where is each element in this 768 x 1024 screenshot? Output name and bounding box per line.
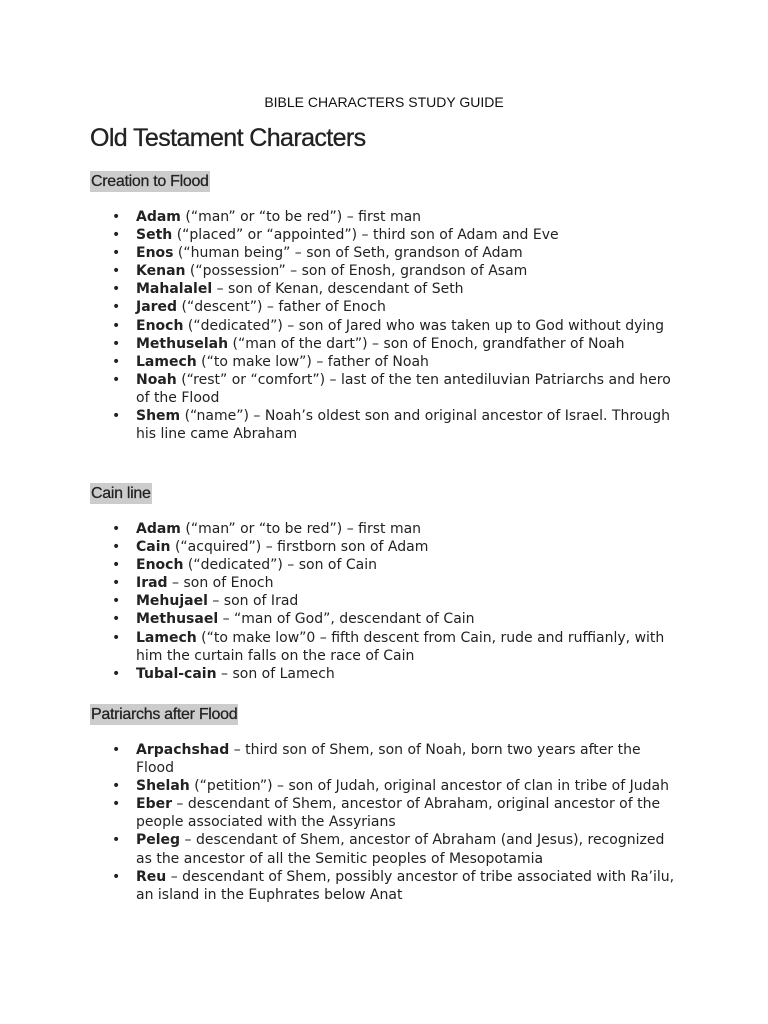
character-description: – third son of Shem, son of Noah, born two years after the Flood [136, 742, 641, 777]
character-name: Peleg [136, 832, 181, 849]
list-item [136, 226, 681, 244]
list-item [136, 335, 681, 353]
list-item [136, 371, 681, 407]
character-name: Lamech [136, 629, 197, 646]
character-name: Reu [136, 868, 167, 885]
character-description: (“man of the dart”) – son of Enoch, grandfather of Noah [228, 335, 625, 352]
character-description: – descendant of Shem, possibly ancestor of tribe associated with Ra’ilu, an island in the Euphrates below Anat [136, 868, 675, 903]
list-item [136, 777, 681, 795]
list-item [136, 831, 681, 867]
character-name: Methusael [136, 611, 219, 628]
character-description: (“placed” or “appointed”) – third son of Adam and Eve [172, 227, 559, 244]
character-name: Shelah [136, 778, 190, 795]
list-item [136, 208, 681, 226]
list-item [136, 574, 681, 592]
list-item [136, 538, 681, 556]
character-description: (“man” or “to be red”) – first man [180, 209, 422, 225]
section-heading: Patriarchs after Flood [91, 706, 238, 723]
character-description: (“to make low”) – father of Noah [196, 353, 429, 370]
character-description: (“to make low”0 – fifth descent from Cain, rude and ruffianly, with him the curtain falls on the race of Cain [136, 629, 665, 664]
list-item [136, 741, 681, 777]
document-title: BIBLE CHARACTERS STUDY GUIDE [264, 94, 504, 110]
character-description: – “man of God”, descendant of Cain [218, 611, 475, 628]
character-name: Adam [136, 521, 181, 537]
page-heading: Old Testament Characters [90, 124, 366, 152]
list-item [136, 407, 681, 443]
character-name: Kenan [136, 263, 186, 280]
list-item [136, 520, 681, 538]
character-name: Seth [136, 227, 173, 244]
character-description: – son of Enoch [167, 575, 274, 592]
character-description: (“acquired”) – firstborn son of Adam [170, 539, 429, 556]
list-item [136, 317, 681, 335]
character-list [90, 741, 700, 904]
character-description: – son of Irad [207, 593, 299, 610]
list-item [136, 665, 681, 683]
character-description: – son of Kenan, descendant of Seth [212, 281, 464, 298]
character-name: Noah [136, 371, 177, 388]
character-name: Eber [136, 796, 172, 813]
character-name: Arpachshad [136, 742, 230, 758]
character-description: (“name”) – Noah’s oldest son and original ancestor of Israel. Through his line came Abraham [136, 408, 670, 443]
section-heading: Creation to Flood [91, 173, 209, 190]
character-name: Mehujael [136, 593, 208, 610]
list-item [136, 610, 681, 628]
section-heading: Cain line [91, 485, 151, 502]
character-name: Enos [136, 245, 174, 262]
list-item [136, 353, 681, 371]
character-description: – son of Lamech [216, 665, 335, 682]
character-list [90, 208, 700, 443]
character-description: (“rest” or “comfort”) – last of the ten antediluvian Patriarchs and hero of the Flood [136, 371, 671, 406]
character-description: (“petition”) – son of Judah, original ancestor of clan in tribe of Judah [189, 778, 669, 795]
list-item [136, 244, 681, 262]
character-name: Enoch [136, 557, 184, 574]
character-name: Lamech [136, 353, 197, 370]
character-description: (“possession” – son of Enosh, grandson of Asam [185, 263, 528, 280]
character-description: – descendant of Shem, ancestor of Abraham (and Jesus), recognized as the ancestor of all the Semitic peoples of Mesopotamia [136, 832, 665, 867]
character-description: (“man” or “to be red”) – first man [180, 521, 422, 537]
character-description: (“human being” – son of Seth, grandson of Adam [173, 245, 523, 262]
section-creation-to-flood [90, 171, 700, 443]
section-cain-line [90, 483, 700, 683]
character-name: Enoch [136, 317, 184, 334]
list-item [136, 592, 681, 610]
character-description: (“dedicated”) – son of Jared who was taken up to God without dying [183, 317, 665, 334]
list-item [136, 795, 681, 831]
character-name: Jared [136, 299, 178, 316]
character-name: Tubal-cain [136, 665, 217, 682]
character-description: – descendant of Shem, ancestor of Abraham, original ancestor of the people associated with the Assyrians [136, 796, 661, 831]
list-item [136, 629, 681, 665]
list-item [136, 280, 681, 298]
character-name: Cain [136, 539, 171, 556]
character-name: Mahalalel [136, 281, 213, 298]
list-item [136, 298, 681, 316]
character-name: Methuselah [136, 335, 229, 352]
character-description: (“descent”) – father of Enoch [177, 299, 386, 316]
list-item [136, 868, 681, 904]
list-item [136, 262, 681, 280]
list-item [136, 556, 681, 574]
character-description: (“dedicated”) – son of Cain [183, 557, 377, 574]
character-list [90, 520, 700, 683]
section-patriarchs-after-flood [90, 704, 700, 904]
character-name: Irad [136, 575, 168, 592]
character-name: Shem [136, 408, 181, 425]
character-name: Adam [136, 209, 181, 225]
